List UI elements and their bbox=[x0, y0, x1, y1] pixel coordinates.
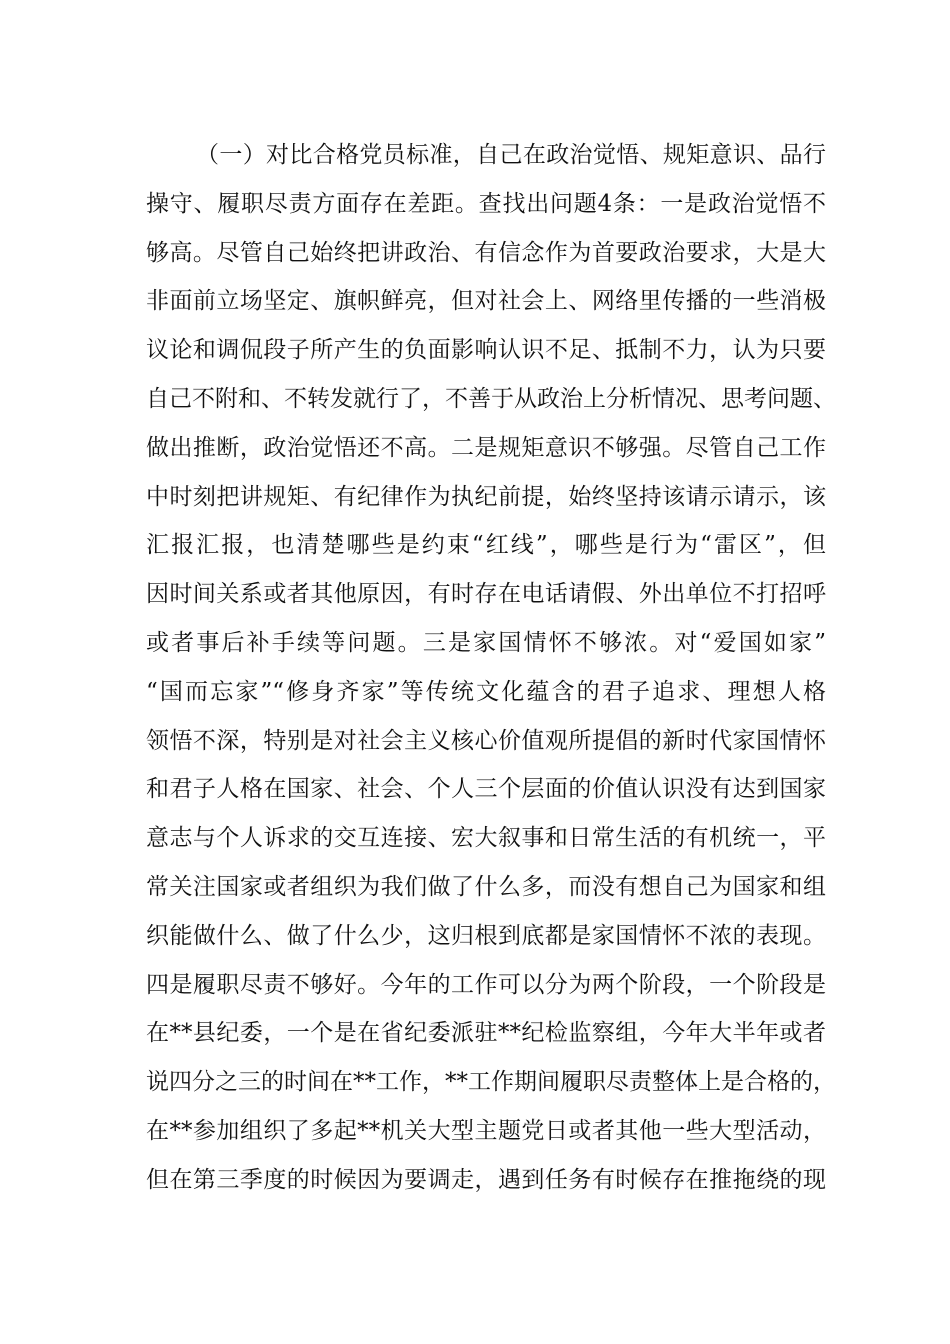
text-line: 四是履职尽责不够好。今年的工作可以分为两个阶段，一个阶段是 bbox=[146, 971, 826, 998]
text-line: 领悟不深，特别是对社会主义核心价值观所提倡的新时代家国情怀 bbox=[146, 727, 826, 754]
text-line: 操守、履职尽责方面存在差距。查找出问题4条：一是政治觉悟不 bbox=[146, 190, 826, 217]
text-line: “国而忘家”“修身齐家”等传统文化蕴含的君子追求、理想人格 bbox=[146, 678, 826, 705]
text-line: 够高。尽管自己始终把讲政治、有信念作为首要政治要求，大是大 bbox=[146, 239, 826, 266]
text-line: 织能做什么、做了什么少，这归根到底都是家国情怀不浓的表现。 bbox=[146, 922, 826, 949]
text-line: 议论和调侃段子所产生的负面影响认识不足、抵制不力，认为只要 bbox=[146, 337, 826, 364]
text-line: 说四分之三的时间在**工作，**工作期间履职尽责整体上是合格的， bbox=[146, 1069, 836, 1096]
text-line: 在**县纪委，一个是在省纪委派驻**纪检监察组，今年大半年或者 bbox=[146, 1020, 826, 1047]
text-line: 自己不附和、不转发就行了，不善于从政治上分析情况、思考问题、 bbox=[146, 385, 836, 412]
text-line: 意志与个人诉求的交互连接、宏大叙事和日常生活的有机统一，平 bbox=[146, 825, 826, 852]
text-line: 非面前立场坚定、旗帜鲜亮，但对社会上、网络里传播的一些消极 bbox=[146, 288, 826, 315]
text-line: （一）对比合格党员标准，自己在政治觉悟、规矩意识、品行 bbox=[196, 142, 826, 168]
text-line: 但在第三季度的时候因为要调走，遇到任务有时候存在推拖绕的现 bbox=[146, 1166, 826, 1193]
text-line: 常关注国家或者组织为我们做了什么多，而没有想自己为国家和组 bbox=[146, 873, 826, 900]
body-paragraph bbox=[146, 131, 836, 1205]
text-line: 或者事后补手续等问题。三是家国情怀不够浓。对“爱国如家” bbox=[146, 629, 826, 656]
text-line: 中时刻把讲规矩、有纪律作为执纪前提，始终坚持该请示请示，该 bbox=[146, 483, 826, 510]
text-line: 汇报汇报，也清楚哪些是约束“红线”，哪些是行为“雷区”，但 bbox=[146, 532, 826, 559]
text-line: 因时间关系或者其他原因，有时存在电话请假、外出单位不打招呼 bbox=[146, 581, 826, 608]
text-line: 在**参加组织了多起**机关大型主题党日或者其他一些大型活动， bbox=[146, 1117, 826, 1144]
text-line: 和君子人格在国家、社会、个人三个层面的价值认识没有达到国家 bbox=[146, 776, 826, 803]
text-line: 做出推断，政治觉悟还不高。二是规矩意识不够强。尽管自己工作 bbox=[146, 434, 826, 461]
